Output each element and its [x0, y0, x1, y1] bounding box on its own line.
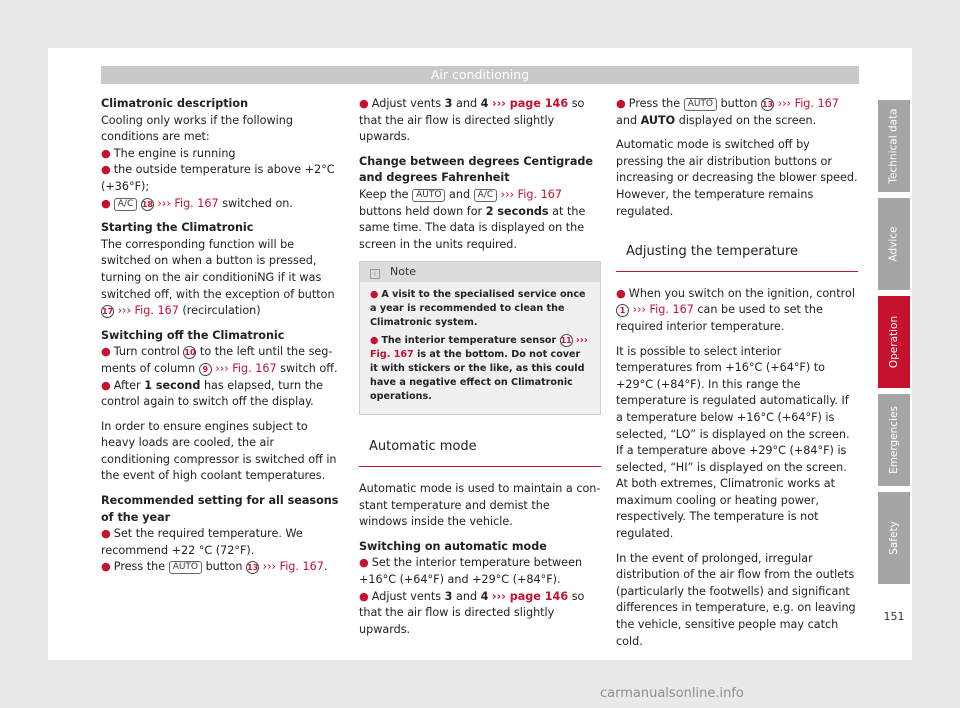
bullet-icon: ● [616, 286, 626, 300]
bullet-icon: ● [616, 97, 626, 110]
heading-switching-on-auto: Switching on automatic mode [359, 539, 547, 553]
note-item: ● The interior temperature sensor 11 ››› Fig. 167 is at the bottom. Do not cover it with stickers or the like, as this could have a negative effect on Climatronic operations. [370, 335, 588, 403]
bullet: ● the outside temperature is above +2°C (+36°F); [101, 163, 335, 193]
section-heading-automatic-mode: Automatic mode [359, 429, 601, 467]
bullet-icon: ● [101, 345, 111, 359]
paragraph: It is possible to select interior temperatures from +16°C (+64°F) to +29°C (+84°F). In this range the temperature is regulated automatically. If a temperature below +16°C (+64°F) is selected, “LO” is displayed on the screen. If a temperature above +29°C (+84°F) is selected, “HI” is displayed on the screen. At both extremes, Climatronic works at maximum cooling or heating power, respectively. The temperature is not regulated. [616, 344, 850, 541]
bullet-icon: ● [101, 163, 111, 177]
bullet-icon: ● [101, 527, 111, 541]
bullet-icon: ● [101, 378, 111, 392]
bullet: ● When you switch on the ignition, control 1 ››› Fig. 167 can be used to set the required interior temperature. [616, 286, 855, 333]
paragraph: The corresponding function will be switched on when a button is pressed, turning on the air conditioniNG if it was switched off, with the exception of button 17 ››› Fig. 167 (recirculation) [101, 237, 335, 318]
watermark: carmanualsonline.info [600, 686, 744, 701]
bullet-icon: ● [101, 196, 111, 210]
tab-advice[interactable]: Advice [878, 198, 910, 290]
figure-link[interactable]: ››› Fig. 167 [262, 560, 324, 574]
heading-recommended: Recommended setting for all seasons of the year [101, 494, 339, 524]
section-heading-adjusting-temperature: Adjusting the temperature [616, 234, 858, 272]
callout-number: 18 [141, 199, 153, 209]
callout-number: 1 [616, 304, 629, 317]
figure-link[interactable]: ››› Fig. 167 [157, 196, 219, 210]
note-item: ● A visit to the specialised service once a year is recommended to clean the Climatronic system. [370, 289, 586, 329]
bullet: ● After 1 second has elapsed, turn the control again to switch off the display. [101, 378, 324, 409]
callout-number: 17 [102, 307, 114, 317]
bullet: ● A/C 18 ››› Fig. 167 switched on. [101, 196, 293, 210]
heading-climatronic-description: Climatronic description [101, 97, 249, 110]
column-3 [616, 96, 858, 658]
callout-number: 11 [560, 336, 572, 346]
callout-number: 13 [762, 100, 774, 109]
ac-key-icon: A/C [114, 198, 137, 211]
bullet-icon: ● [370, 289, 379, 301]
page-header: Air conditioning [101, 66, 859, 84]
tab-safety[interactable]: Safety [878, 492, 910, 584]
page-link[interactable]: ››› page 146 [492, 589, 569, 603]
heading-switching-off: Switching off the Climatronic [101, 328, 285, 342]
heading-units: Change between degrees Centigrade and degrees Fahrenheit [359, 154, 593, 185]
note-box [359, 261, 601, 415]
section-tabs [878, 100, 910, 590]
figure-link[interactable]: ››› Fig. 167 [215, 361, 277, 375]
bullet: ● Turn control 10 to the left until the segments of column 9 ››› Fig. 167 switch off. [101, 345, 338, 375]
bullet-icon: ● [101, 560, 111, 574]
page-number: 151 [883, 610, 905, 623]
auto-key-icon: AUTO [412, 189, 445, 202]
bullet-icon: ● [359, 589, 369, 603]
bullet-icon: ● [359, 556, 369, 570]
bullet: ● The engine is running [101, 146, 236, 160]
callout-number: 13 [247, 563, 259, 573]
figure-link[interactable]: ››› Fig. 167 [777, 97, 839, 110]
tab-emergencies[interactable]: Emergencies [878, 394, 910, 486]
bullet: ● Press the AUTO button 13 ››› Fig. 167 and AUTO displayed on the screen. [616, 97, 839, 127]
callout-number: 9 [199, 363, 212, 376]
tab-technical-data[interactable]: Technical data [878, 100, 910, 192]
bullet: ● Set the required temperature. We recommend +22 °C (72°F). [101, 527, 303, 557]
bullet-icon: ● [359, 97, 369, 110]
figure-link[interactable]: ››› Fig. 167 [632, 303, 694, 317]
paragraph: In the event of prolonged, irregular distribution of the air flow from the outlets (particularly the footwells) and significant differences in temperature, e.g. on leaving the vehicle, sensitive people may catch cold. [616, 551, 856, 648]
paragraph: Automatic mode is switched off by pressing the air distribution buttons or increasing or decreasing the blower speed. However, the temperature remains regulated. [616, 138, 858, 218]
bullet-icon: ● [101, 146, 111, 160]
paragraph: Automatic mode is used to maintain a constant temperature and demist the windows inside the vehicle. [359, 481, 601, 529]
paragraph: Keep the AUTO and A/C ››› Fig. 167 buttons held down for 2 seconds at the same time. The data is displayed on the screen in the units required. [359, 187, 586, 251]
bullet-icon: ● [370, 335, 379, 347]
bullet: ● Set the interior temperature between +16°C (+64°F) and +29°C (+84°F). [359, 556, 583, 586]
paragraph: Cooling only works if the following conditions are met: [101, 113, 293, 144]
tab-operation[interactable]: Operation [878, 296, 910, 388]
page-link[interactable]: ››› page 146 [492, 97, 569, 110]
ac-key-icon: A/C [474, 189, 497, 202]
note-body [360, 282, 600, 404]
note-header: i Note [360, 262, 600, 282]
auto-key-icon: AUTO [169, 561, 202, 574]
bullet: ● Adjust vents 3 and 4 ››› page 146 so that the air flow is directed slightly upwards. [359, 589, 585, 636]
info-icon: i [370, 269, 380, 279]
bullet: ● Adjust vents 3 and 4 ››› page 146 so that the air flow is directed slightly upwards. [359, 97, 585, 144]
bullet: ● Press the AUTO button 13 ››› Fig. 167. [101, 560, 328, 574]
figure-link[interactable]: ››› Fig. 167 [500, 187, 562, 201]
column-2 [359, 96, 601, 646]
auto-key-icon: AUTO [684, 98, 717, 111]
heading-starting: Starting the Climatronic [101, 221, 254, 235]
paragraph: In order to ensure engines subject to heavy loads are cooled, the air conditioning compressor is switched off in the event of high coolant temperatures. [101, 419, 337, 483]
figure-link[interactable]: ››› Fig. 167 [370, 335, 588, 361]
callout-number: 10 [184, 348, 196, 358]
figure-link[interactable]: ››› Fig. 167 [117, 304, 179, 318]
column-1 [101, 96, 343, 584]
